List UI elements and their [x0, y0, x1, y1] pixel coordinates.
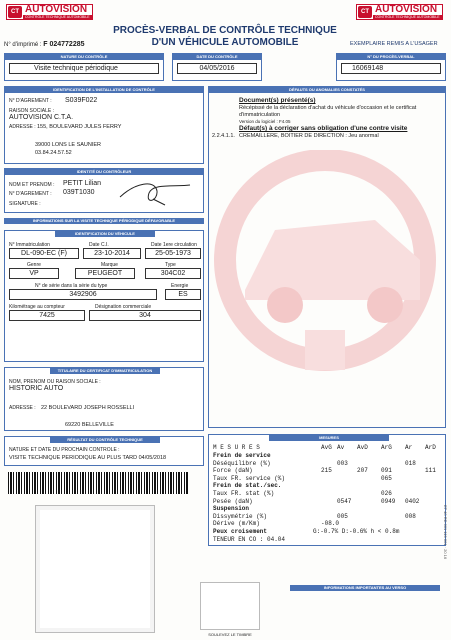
- mesures-row-label: Frein de service: [213, 452, 271, 459]
- mesures-header: ArG: [381, 444, 392, 451]
- mesures-row-label: Dissymétrie (%): [213, 512, 268, 520]
- mesures-header: AvG: [321, 444, 332, 451]
- mesures-value: 0402: [405, 497, 420, 505]
- immatriculation-value: DL-090-EC (F): [9, 248, 79, 259]
- mesures-value: 207: [357, 467, 368, 475]
- logo-tagline: CONTRÔLE TECHNIQUE AUTOMOBILE: [25, 15, 90, 19]
- pv-number-value: 16069148: [341, 63, 441, 74]
- mesures-value: -08.0: [321, 520, 340, 528]
- installation-city: 39000 LONS LE SAUNIER: [35, 142, 102, 148]
- teneur-co: TENEUR EN CO : 04.04: [213, 536, 286, 543]
- installation-phone: 03.84.24.57.52: [35, 150, 72, 156]
- titulaire-section: TITULAIRE DU CERTIFICAT D'IMMATRICULATION NOM, PRENOM OU RAISON SOCIALE : HISTORIC AUTO ADRESSE : 22 BOULEVARD JOSEPH ROSSELLI 69220 BELLEVILLE: [4, 367, 204, 431]
- timbre-placeholder[interactable]: [200, 582, 260, 630]
- mesures-section: MESURES M E S U R E S AvG Av AvD ArG Ar ArD Frein de service Déséquilibre (%) 003 018 Force (daN) 215 207 091 111 Taux FR. service (%) 065 Frein de stat./sec. Taux FR. stat (%) 026 Pesée (daN) 0547 0949 0402 Suspension Dissymétrie (%) 005 008 Dérive (m/Km) -08.0 Peux croisement G:-0.7% D:-0.6% h < 0.8m TENEUR EN CO : 04.04: [208, 434, 446, 546]
- titulaire-nom: HISTORIC AUTO: [9, 385, 64, 392]
- installation-section: IDENTIFICATION DE L'INSTALLATION DE CONTRÔLE N° D'AGREMENT : S039F022 RAISON SOCIALE : AUTOVISION C.T.A. ADRESSE : 155, BOULEVARD JULES FERRY 39000 LONS LE SAUNIER 03.84.24.57.52: [4, 86, 204, 164]
- copy-label: EXEMPLAIRE REMIS A L'USAGER: [350, 41, 438, 47]
- controleur-agrement: 039T1030: [63, 189, 95, 196]
- installation-adresse: 155, BOULEVARD JULES FERRY: [37, 124, 122, 130]
- mesures-value: 008: [405, 512, 416, 520]
- logo-emblem: CT: [358, 6, 372, 18]
- info-defavorable-bar: INFORMATIONS SUR LA VISITE TECHNIQUE PÉRIODIQUE DÉFAVORABLE: [4, 218, 204, 224]
- mesures-row-label: Force (daN): [213, 467, 253, 475]
- controleur-section: IDENTITÉ DU CONTRÔLEUR NOM ET PRENOM : PETIT Lilian N° D'AGREMENT : 039T1030 SIGNATURE :: [4, 168, 204, 213]
- date-1ere-circulation-value: 25-05-1973: [145, 248, 201, 259]
- serie-value: 3492906: [9, 289, 157, 300]
- titulaire-adresse: 22 BOULEVARD JOSEPH ROSSELLI: [41, 405, 135, 411]
- nature-controle-box: NATURE DU CONTRÔLE Visite technique périodique: [4, 53, 164, 81]
- timbre-label: SOULEVEZ LE TIMBRE: [208, 632, 252, 637]
- date-controle-value: 04/05/2016: [177, 63, 257, 74]
- prochain-controle-date: VISITE TECHNIQUE PERIODIQUE AU PLUS TARD 04/05/2018: [9, 455, 167, 461]
- mesures-row-label: Pesée (daN): [213, 497, 253, 505]
- document-title: PROCÈS-VERBAL DE CONTRÔLE TECHNIQUE D'UN VÉHICULE AUTOMOBILE: [113, 25, 337, 48]
- mesures-value: 215: [321, 467, 332, 475]
- mesures-row-label: Déséquilibre (%): [213, 459, 271, 467]
- type-value: 304C02: [145, 268, 201, 279]
- logo-tagline: CONTRÔLE TECHNIQUE AUTOMOBILE: [375, 15, 440, 19]
- prochain-controle-section: RÉSULTAT DU CONTRÔLE TECHNIQUE NATURE ET DATE DU PROCHAIN CONTROLE : VISITE TECHNIQUE PERIODIQUE AU PLUS TARD 04/05/2018: [4, 436, 204, 466]
- photo-placeholder: [35, 505, 155, 633]
- mesures-value: 003: [337, 459, 348, 467]
- defauts-section: DÉFAUTS OU ANOMALIES CONSTATÉS Document(s) présenté(s) Récépissé de la déclaration d'achat du véhicule d'occasion et le certificat d'immatriculation Version du logiciel : F4.05 Défaut(s) à corriger sans obligation d'une contre visite 2.2.4.1.1. CREMAILLERE, BOITIER DE DIRECTION : Jeu anormal: [208, 86, 446, 428]
- mesures-row-label: Frein de stat./sec.: [213, 482, 282, 490]
- logo-brand: AUTOVISION: [25, 4, 88, 15]
- energie-value: ES: [165, 289, 201, 300]
- mesures-row-label: Taux FR. stat (%): [213, 490, 275, 497]
- mesures-header: Av: [337, 444, 345, 451]
- mesures-header: M E S U R E S: [213, 444, 260, 451]
- logo-emblem: CT: [8, 6, 22, 18]
- mesures-value: 005: [337, 512, 348, 520]
- mesures-row-label: Suspension: [213, 505, 250, 513]
- genre-value: VP: [9, 268, 59, 279]
- signature-image: [115, 175, 195, 209]
- mesures-value: 018: [405, 459, 416, 467]
- mesures-header: ArD: [425, 444, 436, 451]
- defects-title: Défaut(s) à corriger sans obligation d'une contre visite: [239, 125, 408, 132]
- nature-controle-value: Visite technique périodique: [9, 63, 159, 74]
- mesures-value: 026: [381, 490, 392, 497]
- defect-code: 2.2.4.1.1.: [212, 133, 235, 139]
- mesures-row-label: Taux FR. service (%): [213, 474, 286, 482]
- date-ci-value: 23-10-2014: [83, 248, 141, 259]
- mesures-value: 065: [381, 474, 392, 482]
- titulaire-city: 69220 BELLEVILLE: [65, 422, 114, 428]
- autovision-logo-right: [356, 4, 443, 20]
- date-controle-box: DATE DU CONTRÔLE 04/05/2016: [172, 53, 262, 81]
- mesures-value: 091: [381, 467, 392, 475]
- imprime-number: N° d'imprimé : F 024772285: [4, 41, 85, 48]
- documents-title: Document(s) présenté(s): [239, 97, 316, 104]
- side-serial-text: ET 40 RD 001 119 001 · 20 16: [443, 505, 448, 560]
- feux-croisement-value: G:-0.7% D:-0.6% h < 0.8m: [313, 528, 400, 535]
- installation-raison: AUTOVISION C.T.A.: [9, 114, 74, 121]
- marque-value: PEUGEOT: [75, 268, 135, 279]
- informations-verso-bar: INFORMATIONS IMPORTANTES AU VERSO: [290, 585, 440, 591]
- vehicule-section: IDENTIFICATION DU VÉHICULE N° Immatriculation Date C.I. Date 1ere circulation DL-090-EC (F) 23-10-2014 25-05-1973 Genre Marque Type VP PEUGEOT 304C02 N° de série dans la série du type Energie 3492906 ES Kilométrage au compteur Désignation commerciale 7425 304: [4, 230, 204, 362]
- installation-agrement: S039F022: [65, 97, 98, 104]
- pv-number-box: N° DU PROCÈS-VERBAL 16069148: [336, 53, 446, 81]
- mesures-header: AvD: [357, 444, 368, 451]
- barcode: [8, 472, 188, 494]
- defect-text: CREMAILLERE, BOITIER DE DIRECTION : Jeu anormal: [239, 133, 379, 139]
- mesures-value: 0949: [381, 497, 396, 505]
- designation-value: 304: [89, 310, 201, 321]
- mesures-value: 0547: [337, 497, 352, 505]
- logo-brand: AUTOVISION: [375, 4, 438, 15]
- kilometrage-value: 7425: [9, 310, 85, 321]
- mesures-value: 111: [425, 467, 436, 475]
- mesures-row-label: Dérive (m/Km): [213, 520, 260, 528]
- controleur-nom: PETIT Lilian: [63, 180, 101, 187]
- autovision-logo-left: [6, 4, 93, 20]
- mesures-header: Ar: [405, 444, 413, 451]
